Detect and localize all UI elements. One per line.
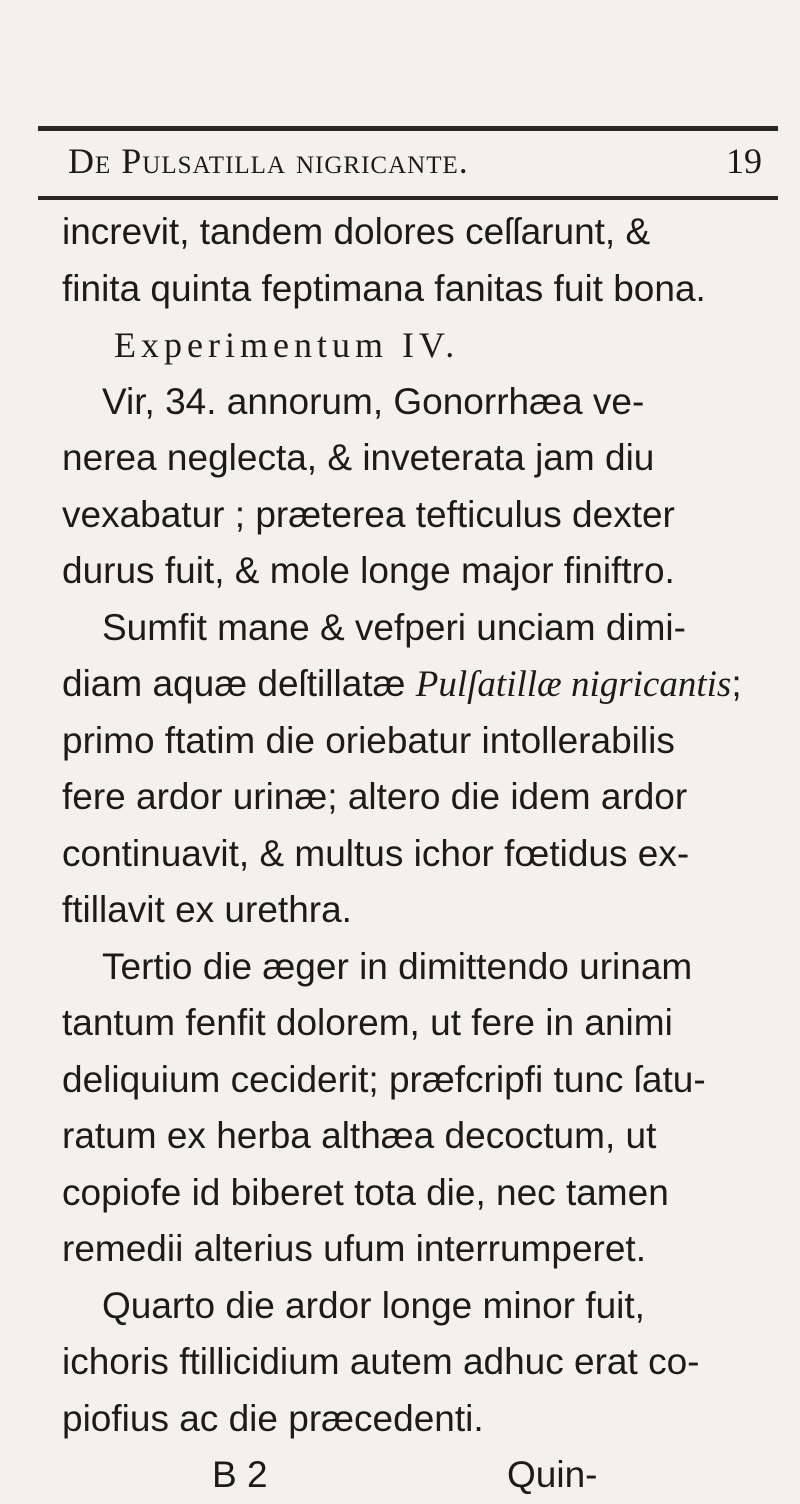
- text-line: vexabatur ; præterea tefticulus dexter: [62, 493, 675, 535]
- page-number: 19: [726, 141, 762, 181]
- body-text: [62, 204, 762, 1504]
- section-heading: Experimentum IV.: [114, 325, 460, 365]
- running-header: [38, 140, 778, 190]
- text-line: primo ftatim die oriebatur intollerabilis: [62, 719, 675, 761]
- header-bottom-rule: [38, 196, 778, 200]
- text-line: Sumfit mane & vefperi unciam dimi-: [102, 606, 686, 648]
- text-line: finita quinta feptimana fanitas fuit bona.: [62, 267, 706, 309]
- text-line: ichoris ftillicidium autem adhuc erat co-: [62, 1341, 700, 1382]
- signature-mark: B 2: [212, 1454, 268, 1495]
- text-line: piofius ac die præcedenti.: [62, 1397, 484, 1439]
- footer-line: [62, 1447, 762, 1504]
- text-line: Quarto die ardor longe minor fuit,: [102, 1284, 645, 1326]
- text-line: ratum ex herba althæa decoctum, ut: [62, 1115, 657, 1156]
- text-line: tantum fenfit dolorem, ut fere in animi: [62, 1002, 673, 1043]
- text-line: Vir, 34. annorum, Gonorrhæa ve-: [102, 380, 645, 422]
- text-line: ftillavit ex urethra.: [62, 889, 352, 930]
- text-segment: diam aquæ deſtillatæ: [62, 663, 416, 704]
- text-line-with-italic: [62, 656, 762, 713]
- catchword: Quin-: [507, 1454, 598, 1495]
- text-line: deliquium ceciderit; præfcripfi tunc ſatu-: [62, 1058, 706, 1100]
- text-line: fere ardor urinæ; altero die idem ardor: [62, 776, 688, 817]
- header-top-rule: [38, 126, 778, 131]
- italic-species-name: Pulſatillæ nigricantis: [415, 664, 732, 705]
- text-segment: ;: [731, 663, 742, 704]
- text-line: remedii alterius ufum interrumperet.: [62, 1228, 646, 1269]
- text-line: continuavit, & multus ichor fœtidus ex-: [62, 832, 690, 874]
- text-line: nerea neglecta, & inveterata jam diu: [62, 437, 655, 478]
- running-title: De Pulsatilla nigricante.: [68, 141, 469, 181]
- text-line: durus fuit, & mole longe major finiftro.: [62, 550, 675, 591]
- text-line: Tertio die æger in dimittendo urinam: [102, 945, 693, 987]
- text-line: copiofe id biberet tota die, nec tamen: [62, 1171, 669, 1213]
- text-line: increvit, tandem dolores ceſſarunt, &: [62, 211, 651, 252]
